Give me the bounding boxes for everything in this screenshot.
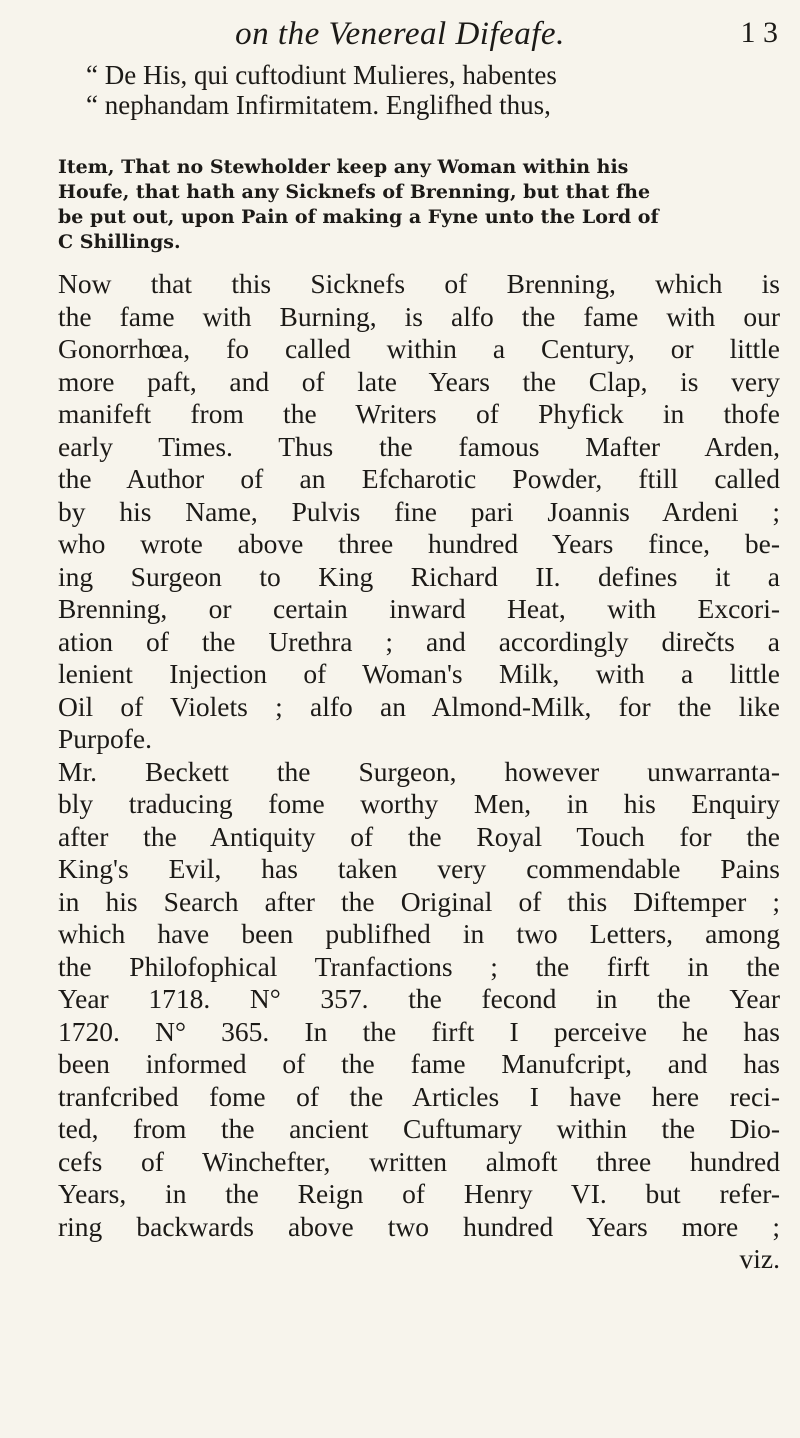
body-line: more paft, and of late Years the Clap, is very [58,365,780,397]
body-line: ation of the Urethra ; and accordingly direčts a [58,625,780,657]
body-line: Years, in the Reign of Henry VI. but refer- [58,1178,780,1209]
body-line: Oil of Violets ; alfo an Almond-Milk, for the like [58,690,780,722]
body-line: by his Name, Pulvis fine pari Joannis Ardeni ; [58,495,780,527]
body-line: Year 1718. N° 357. the fecond in the Year [58,983,780,1014]
body-line: after the Antiquity of the Royal Touch for the [58,820,780,852]
body-line: which have been publifhed in two Letters, among [58,918,780,949]
page-number: 1 3 [740,16,778,49]
body-line: tranfcribed fome of the Articles I have here reci- [58,1080,780,1112]
body-line: who wrote above three hundred Years fince, be- [58,528,780,559]
body-line: lenient Injection of Woman's Milk, with a little [58,658,780,689]
running-title: on the Venereal Difeafe. [235,16,565,52]
body-line: ring backwards above two hundred Years more ; [58,1210,780,1242]
body-line: ing Surgeon to King Richard II. defines it a [58,560,780,592]
body-line: in his Search after the Original of this Diftemper ; [58,885,780,917]
body-line: the fame with Burning, is alfo the fame with our [58,300,780,332]
body-line: Gonorrhœa, fo called within a Century, or little [58,333,780,364]
statute-line: Houfe, that hath any Sicknefs of Brenning, but that fhe [58,181,651,203]
quote-line: “ De His, qui cuftodiunt Mulieres, habentes [86,60,557,90]
body-line: the Philofophical Tranfactions ; the firft in the [58,950,780,982]
body-line: cefs of Winchefter, written almoft three hundred [58,1145,780,1177]
body-line: Mr. Beckett the Surgeon, however unwarranta- [58,755,780,787]
body-line: manifeft from the Writers of Phyfick in thofe [58,398,780,429]
body-line: bly traducing fome worthy Men, in his Enquiry [58,788,780,819]
latin-quote [86,60,776,120]
body-line: early Times. Thus the famous Mafter Arden, [58,430,780,462]
body-line: ted, from the ancient Cuftumary within the Dio- [58,1113,780,1144]
body-line: been informed of the fame Manufcript, and has [58,1048,780,1079]
quote-line: “ nephandam Infirmitatem. Englifhed thus, [86,90,551,120]
body-line: the Author of an Efcharotic Powder, ftill called [58,463,780,494]
body-text [58,268,780,1276]
statute-line: be put out, upon Pain of making a Fyne unto the Lord of [58,206,659,228]
statute-line: C Shillings. [58,231,181,253]
running-head [0,6,800,54]
body-line: Now that this Sicknefs of Brenning, which is [58,268,780,299]
body-line: Brenning, or certain inward Heat, with Excori- [58,593,780,624]
body-line: King's Evil, has taken very commendable Pains [58,853,780,884]
body-line: Purpofe. [58,723,152,754]
catchword: viz. [739,1243,780,1274]
blackletter-statute [58,155,778,255]
body-line: 1720. N° 365. In the firft I perceive he has [58,1015,780,1047]
statute-line: Item, That no Stewholder keep any Woman within his [58,156,629,178]
